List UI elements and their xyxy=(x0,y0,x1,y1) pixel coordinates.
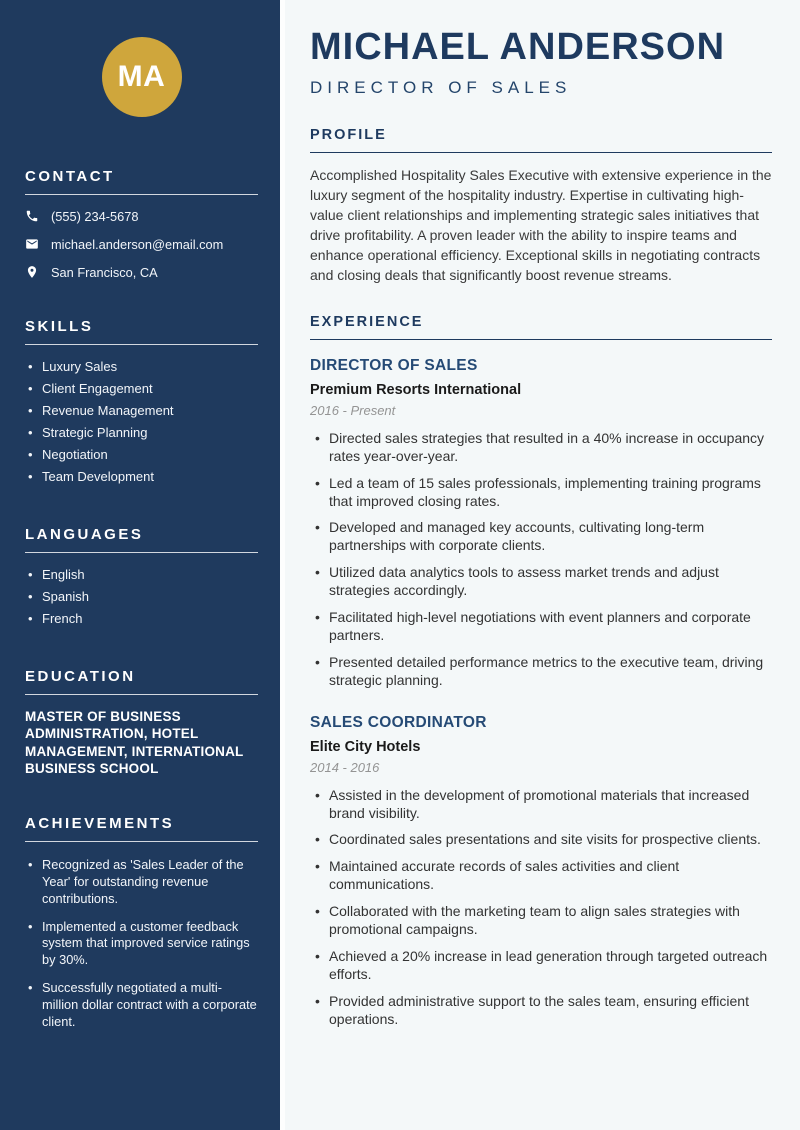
skill-item: • Negotiation xyxy=(25,444,258,466)
language-item: • French xyxy=(25,608,258,630)
job-bullet: • Utilized data analytics tools to assess market trends and adjust strategies accordingly. xyxy=(310,564,772,600)
job-title: SALES COORDINATOR xyxy=(310,713,487,731)
profile-text: Accomplished Hospitality Sales Executive with extensive experience in the luxury segment of the hospitality industry. Expertise in cultivating high-value client relationships and implementing strategic sales initiatives that drive profitability. A proven leader with the ability to inspire teams and enhance operational efficiency. Exceptional skills in negotiating contracts and closing deals that significantly boost revenue streams. xyxy=(310,166,772,283)
contact-list xyxy=(25,209,258,280)
skills-heading: SKILLS xyxy=(25,318,258,345)
achievement-item: • Implemented a customer feedback system that improved service ratings by 30%. xyxy=(25,919,258,969)
contact-item-email xyxy=(25,237,258,252)
job-bullet: • Assisted in the development of promotional materials that increased brand visibility. xyxy=(310,787,772,823)
contact-phone: (555) 234-5678 xyxy=(51,209,139,224)
job-bullet: • Led a team of 15 sales professionals, implementing training programs that improved closing rates. xyxy=(310,475,772,511)
contact-item-phone xyxy=(25,209,258,224)
location-icon xyxy=(25,265,40,280)
contact-location: San Francisco, CA xyxy=(51,265,158,280)
job-bullet: • Collaborated with the marketing team to align sales strategies with promotional campaigns. xyxy=(310,903,772,939)
job-company: Premium Resorts International xyxy=(310,381,522,398)
experience-heading: EXPERIENCE xyxy=(310,314,772,340)
job-bullet-list xyxy=(310,787,772,1029)
job-company: Elite City Hotels xyxy=(310,738,421,755)
achievements-list xyxy=(25,857,258,1030)
person-title: DIRECTOR OF SALES xyxy=(310,77,572,97)
job-bullet: • Directed sales strategies that resulted in a 40% increase in occupancy rates year-over-year. xyxy=(310,430,772,466)
achievements-heading: ACHIEVEMENTS xyxy=(25,815,258,842)
language-item: • Spanish xyxy=(25,586,258,608)
languages-heading: LANGUAGES xyxy=(25,526,258,553)
skill-item: • Team Development xyxy=(25,466,258,488)
job-dates: 2014 - 2016 xyxy=(310,759,380,775)
main-content xyxy=(285,0,800,1130)
job-bullet: • Developed and managed key accounts, cultivating long-term partnerships with corporate clients. xyxy=(310,519,772,555)
skills-list xyxy=(25,356,258,488)
job-bullet: • Presented detailed performance metrics to the executive team, driving strategic planning. xyxy=(310,654,772,690)
job-bullet: • Provided administrative support to the sales team, ensuring efficient operations. xyxy=(310,993,772,1029)
language-item: • English xyxy=(25,564,258,586)
job-title: DIRECTOR OF SALES xyxy=(310,356,478,374)
achievement-item: • Successfully negotiated a multi-million dollar contract with a corporate client. xyxy=(25,980,258,1030)
job-dates: 2016 - Present xyxy=(310,402,396,418)
skill-item: • Strategic Planning xyxy=(25,422,258,444)
job-bullet: • Maintained accurate records of sales activities and client communications. xyxy=(310,858,772,894)
contact-email: michael.anderson@email.com xyxy=(51,237,224,252)
person-name: MICHAEL ANDERSON xyxy=(310,26,726,68)
skill-item: • Client Engagement xyxy=(25,378,258,400)
job-entry-director-of-sales xyxy=(310,357,772,690)
job-bullet-list xyxy=(310,430,772,690)
job-bullet: • Achieved a 20% increase in lead generation through targeted outreach efforts. xyxy=(310,948,772,984)
job-entry-sales-coordinator xyxy=(310,714,772,1029)
skill-item: • Luxury Sales xyxy=(25,356,258,378)
contact-item-location xyxy=(25,265,258,280)
languages-list xyxy=(25,564,258,630)
sidebar xyxy=(0,0,280,1130)
profile-heading: PROFILE xyxy=(310,127,772,153)
avatar xyxy=(102,37,182,117)
skill-item: • Revenue Management xyxy=(25,400,258,422)
email-icon xyxy=(25,237,40,252)
education-degree: MASTER OF BUSINESS ADMINISTRATION, HOTEL MANAGEMENT, INTERNATIONAL BUSINESS SCHOOL xyxy=(25,709,244,776)
job-bullet: • Coordinated sales presentations and site visits for prospective clients. xyxy=(310,831,772,849)
avatar-initials: MA xyxy=(117,60,166,93)
job-bullet: • Facilitated high-level negotiations with event planners and corporate partners. xyxy=(310,609,772,645)
contact-heading: CONTACT xyxy=(25,168,258,195)
achievement-item: • Recognized as 'Sales Leader of the Year' for outstanding revenue contributions. xyxy=(25,857,258,907)
education-heading: EDUCATION xyxy=(25,668,258,695)
phone-icon xyxy=(25,209,40,224)
